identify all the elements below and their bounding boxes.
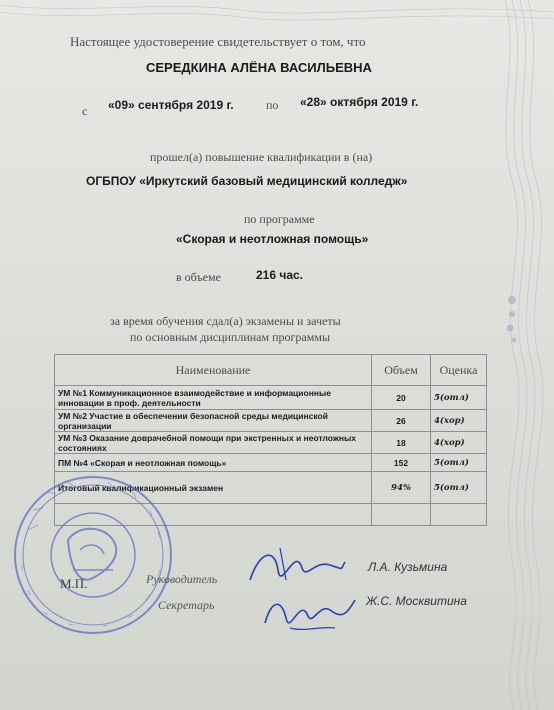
row-name: ПМ №4 «Скорая и неотложная помощь»: [55, 454, 372, 472]
header-grade: Оценка: [431, 355, 487, 386]
institution-name: ОГБПОУ «Иркутский базовый медицинский колледж»: [86, 174, 408, 188]
row-volume: 26: [372, 410, 431, 432]
period-to-date: «28» октября 2019 г.: [300, 95, 419, 109]
table-row: [55, 432, 487, 454]
head-name: Л.А. Кузьмина: [368, 560, 448, 574]
volume-label: в объеме: [176, 270, 221, 284]
head-signature: [240, 540, 350, 590]
secretary-name: Ж.С. Москвитина: [366, 594, 467, 608]
program-name: «Скорая и неотложная помощь»: [176, 232, 369, 246]
row-grade: 5(отл): [431, 454, 487, 472]
program-label: по программе: [244, 212, 315, 226]
holder-name: СЕРЕДКИНА АЛЁНА ВАСИЛЬЕВНА: [146, 60, 372, 75]
row-name: УМ №2 Участие в обеспечении безопасной среды медицинской организации: [55, 410, 372, 432]
period-from-date: «09» сентября 2019 г.: [108, 98, 234, 112]
passed-text: прошел(а) повышение квалификации в (на): [150, 150, 373, 164]
row-name: Итоговый квалификационный экзамен: [55, 472, 372, 504]
table-row: [55, 386, 487, 410]
row-volume: 94%: [372, 472, 431, 504]
header-name: Наименование: [55, 355, 372, 386]
mp-label: М.П.: [60, 576, 88, 591]
row-grade: 5(отл): [431, 386, 487, 410]
row-name: УМ №1 Коммуникационное взаимодействие и информационные инновации в проф. деятельности: [55, 386, 372, 410]
head-label: Руководитель: [146, 572, 218, 586]
row-volume: 20: [372, 386, 431, 410]
period-to-prefix: по: [266, 98, 279, 112]
exams-text-line2: по основным дисциплинам программы: [130, 330, 331, 344]
row-name: УМ №3 Оказание доврачебной помощи при экстренных и неотложных состояниях: [55, 432, 372, 454]
period-from-prefix: с: [82, 104, 88, 118]
volume-value: 216 час.: [256, 268, 304, 282]
table-header-row: [55, 355, 487, 386]
row-grade: 4(хор): [431, 432, 487, 454]
row-volume: 18: [372, 432, 431, 454]
seal-stamp: [8, 470, 178, 640]
secretary-signature: [260, 588, 360, 634]
row-volume: 152: [372, 454, 431, 472]
table-row: [55, 410, 487, 432]
table-row: [55, 454, 487, 472]
row-grade: 4(хор): [431, 410, 487, 432]
secretary-label: Секретарь: [158, 598, 215, 612]
exams-text-line1: за время обучения сдал(а) экзамены и зачеты: [110, 314, 341, 328]
header-volume: Объем: [372, 355, 431, 386]
intro-text: Настоящее удостоверение свидетельствует о том, что: [70, 34, 366, 49]
row-grade: 5(отл): [431, 472, 487, 504]
